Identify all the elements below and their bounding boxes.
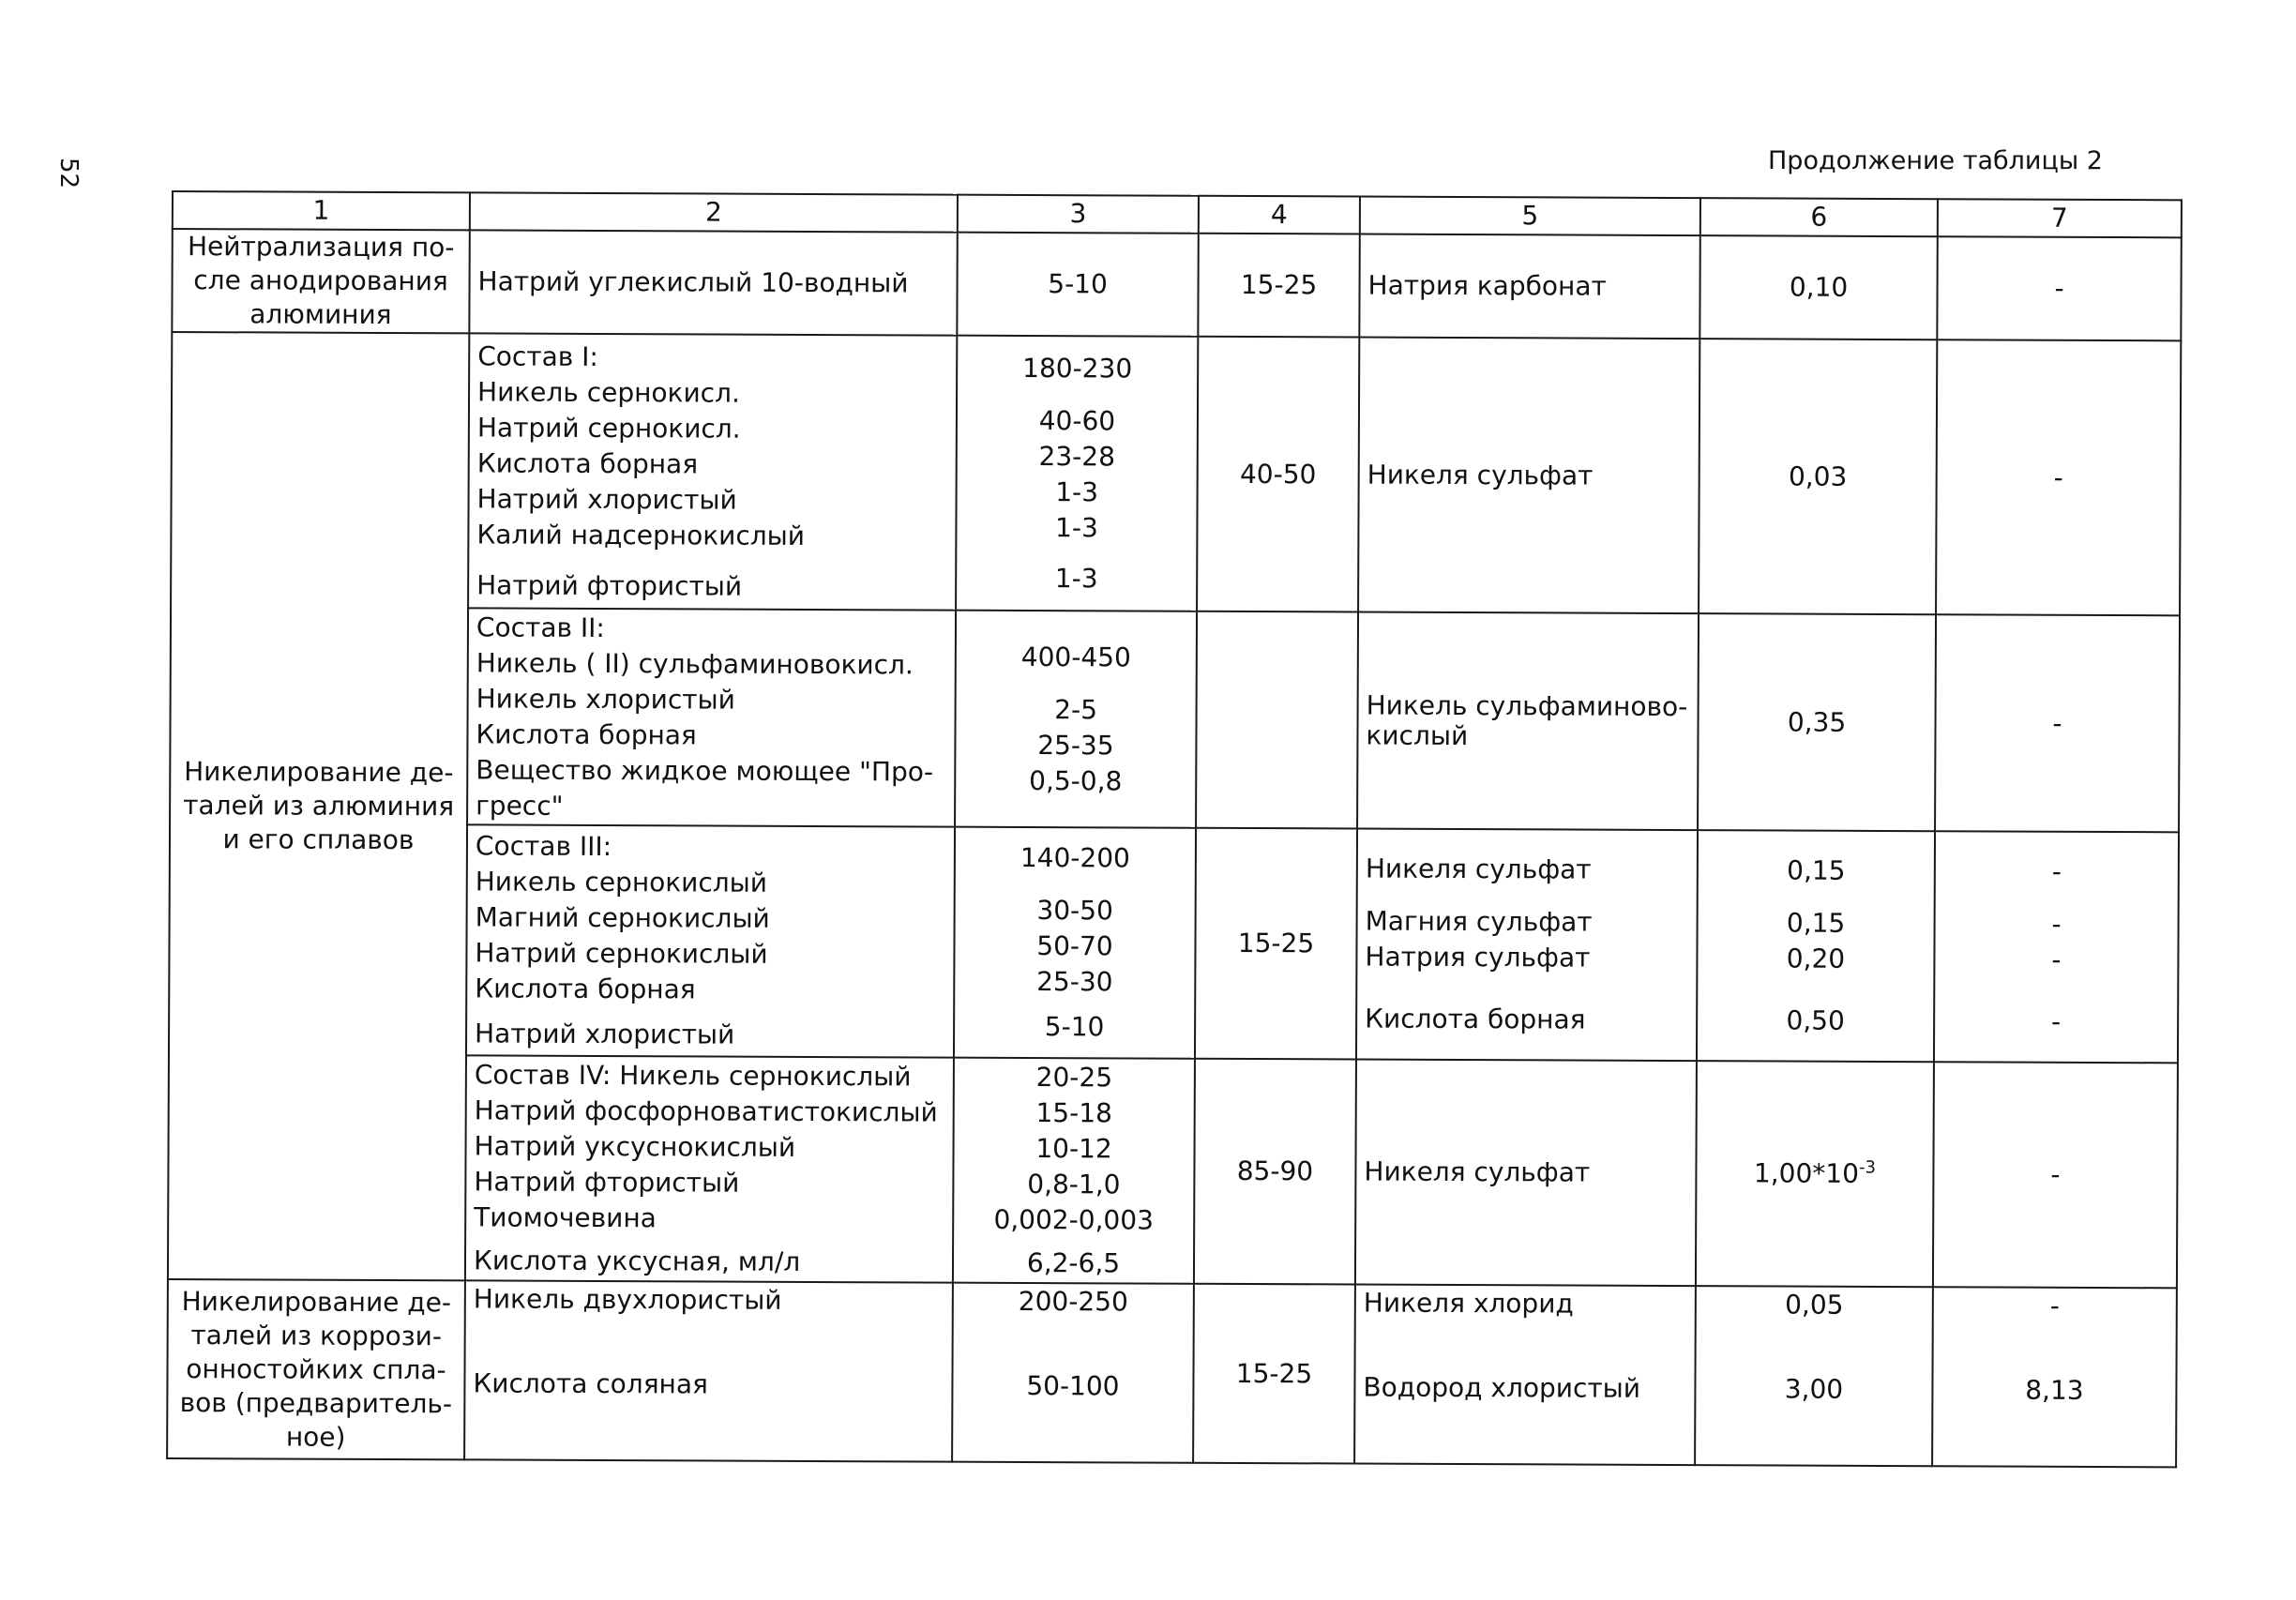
- substance-line: Магния сульфат: [1365, 905, 1593, 938]
- component-line: Натрий сернокисл.: [476, 412, 741, 445]
- concentration-value: 0,8-1,0: [1027, 1169, 1121, 1200]
- component-line: Натрий хлористый: [475, 1018, 735, 1050]
- value-line: -: [2051, 943, 2062, 975]
- value-cell: [1699, 340, 1937, 615]
- component-line: Кислота уксусная, мл/л: [473, 1245, 801, 1277]
- value-line: 0,20: [1786, 943, 1846, 974]
- value-cell: [1936, 340, 2181, 616]
- column-header: 5: [1360, 197, 1700, 236]
- component-line: Состав II:: [476, 611, 605, 643]
- component-line: Вещество жидкое моющее "Про-: [476, 754, 934, 788]
- column-header: 2: [470, 192, 958, 232]
- substance-line: Натрия сульфат: [1365, 941, 1591, 974]
- process-name-line: сле анодирования: [193, 264, 448, 297]
- substance-cell: [1358, 338, 1699, 613]
- component-line: Натрий фтористый: [476, 569, 743, 602]
- component-line: Никель двухлористый: [473, 1283, 782, 1317]
- value-exponent: -3: [1858, 1157, 1876, 1178]
- component-line: Кислота борная: [476, 447, 699, 480]
- process-name-cell: [172, 229, 469, 334]
- concentration-value: 140-200: [1020, 841, 1130, 874]
- value-line: -: [2051, 908, 2062, 940]
- value-line: 0,05: [1785, 1289, 1844, 1321]
- substance-line: Водород хлористый: [1363, 1371, 1641, 1405]
- value-cell: [1934, 831, 2179, 1063]
- value-line: 3,00: [1784, 1373, 1844, 1406]
- concentration-value: 25-35: [1037, 729, 1114, 761]
- concentration-value: 23-28: [1038, 440, 1116, 473]
- concentration-cell: [953, 1057, 1195, 1284]
- component-line: гресс": [476, 790, 564, 822]
- page-number: 52: [54, 158, 83, 189]
- column-header: 3: [958, 195, 1199, 234]
- component-line: Калий надсернокислый: [476, 519, 806, 551]
- substance-line: Натрия карбонат: [1367, 269, 1607, 302]
- process-name-line: ное): [285, 1421, 346, 1453]
- component-line: Натрий уксуснокислый: [474, 1130, 796, 1163]
- value-line: 0,10: [1789, 271, 1849, 304]
- concentration-value: 1-3: [1055, 475, 1099, 508]
- substance-line: Никеля хлорид: [1363, 1287, 1574, 1320]
- concentration-value: 50-70: [1036, 929, 1113, 962]
- component-line: Магний сернокислый: [475, 901, 770, 934]
- process-name-cell: [168, 332, 469, 1280]
- table-caption: Продолжение таблицы 2: [1768, 146, 2103, 175]
- concentration-cell: [955, 611, 1197, 828]
- component-line: Состав I:: [477, 340, 598, 372]
- table-row: [168, 1054, 2178, 1289]
- component-line: Натрий сернокислый: [475, 937, 768, 970]
- value-cell: [1696, 1061, 1934, 1288]
- data-table: [166, 190, 2183, 1468]
- column-header: 1: [173, 191, 470, 230]
- component-line: Никель ( II) сульфаминовокисл.: [476, 647, 914, 681]
- value-line: -: [2054, 273, 2064, 305]
- concentration-value: 15-18: [1035, 1097, 1112, 1129]
- concentration-cell: [957, 233, 1198, 337]
- concentration-value: 0,5-0,8: [1029, 764, 1123, 797]
- temperature-cell: 85-90: [1194, 1058, 1356, 1284]
- value-cell: [1697, 830, 1935, 1062]
- table-row: [172, 229, 2181, 341]
- component-line: Натрий хлористый: [476, 483, 737, 516]
- component-line: Никель сернокисл.: [476, 376, 740, 409]
- component-line: Натрий фосфорноватистокислый: [474, 1094, 938, 1128]
- value-line: 0,35: [1787, 706, 1847, 738]
- component-cell: [468, 334, 957, 611]
- process-name-line: и его сплавов: [222, 823, 415, 856]
- component-cell: [467, 609, 956, 827]
- concentration-value: 50-100: [1026, 1370, 1120, 1402]
- value-line: -: [2049, 1291, 2060, 1322]
- component-cell: [469, 230, 957, 336]
- substance-cell: [1355, 1059, 1697, 1286]
- substance-line: кислый: [1366, 719, 1469, 751]
- substance-line: Кислота борная: [1365, 1003, 1586, 1035]
- temperature-cell: [1196, 611, 1358, 828]
- substance-line: Никель сульфаминово-: [1366, 689, 1688, 722]
- concentration-value: 10-12: [1035, 1133, 1112, 1165]
- concentration-value: 30-50: [1036, 894, 1113, 927]
- component-line: Тиомочевина: [474, 1201, 657, 1234]
- concentration-value: 400-450: [1020, 641, 1131, 673]
- value-line: -: [2050, 1158, 2061, 1190]
- value-line: 8,13: [2025, 1375, 2084, 1407]
- component-line: Кислота соляная: [473, 1367, 708, 1400]
- concentration-value: 5-10: [1048, 268, 1108, 300]
- value-line: 0,03: [1788, 460, 1848, 492]
- component-line: Кислота борная: [476, 718, 697, 751]
- substance-cell: [1356, 828, 1698, 1060]
- value-base: 1,00*10: [1753, 1157, 1860, 1189]
- column-header: 6: [1700, 198, 1938, 236]
- component-cell: [464, 1281, 953, 1462]
- concentration-value: 1-3: [1054, 562, 1098, 595]
- process-name-cell: [167, 1279, 465, 1459]
- process-name-line: Никелирование де-: [181, 1285, 452, 1318]
- concentration-value: 5-10: [1044, 1010, 1105, 1043]
- component-cell: [466, 824, 955, 1057]
- process-name-line: Нейтрализация по-: [187, 231, 455, 264]
- column-header: 4: [1199, 196, 1360, 234]
- component-line: Никель хлористый: [476, 683, 735, 716]
- temperature-cell: 15-25: [1193, 1284, 1355, 1463]
- temperature-cell: 15-25: [1198, 234, 1359, 338]
- table-row: [169, 823, 2179, 1063]
- temperature-cell: 40-50: [1197, 337, 1359, 612]
- value-cell: [1932, 1288, 2177, 1468]
- concentration-cell: [952, 1283, 1194, 1463]
- concentration-value: 200-250: [1018, 1286, 1128, 1318]
- component-line: Натрий углекислый 10-водный: [477, 265, 909, 299]
- substance-line: Никеля сульфат: [1365, 853, 1592, 885]
- value-cell: [1935, 614, 2180, 832]
- component-line: Кислота борная: [475, 973, 696, 1005]
- concentration-cell: [954, 827, 1196, 1059]
- concentration-value: 2-5: [1054, 693, 1098, 725]
- process-name-line: талей из коррози-: [190, 1319, 443, 1351]
- temperature-cell: 15-25: [1195, 828, 1357, 1059]
- value-line: -: [2051, 855, 2062, 887]
- value-line: -: [2052, 707, 2062, 739]
- component-line: Натрий фтористый: [474, 1166, 740, 1199]
- concentration-cell: [956, 336, 1198, 611]
- value-line: 0,15: [1786, 907, 1846, 939]
- value-cell: [1699, 235, 1937, 340]
- line-spacer: [964, 546, 1188, 562]
- substance-line: Никеля сульфат: [1367, 459, 1594, 491]
- column-header: 7: [1938, 199, 2182, 237]
- value-line: -: [2051, 1005, 2062, 1037]
- value-cell: [1937, 236, 2181, 340]
- process-name-line: вов (предваритель-: [179, 1386, 453, 1420]
- component-line: Состав III:: [475, 830, 612, 862]
- concentration-value: 6,2-6,5: [1026, 1247, 1121, 1279]
- substance-cell: [1359, 234, 1699, 340]
- value-cell: [1698, 613, 1936, 831]
- component-line: Состав IV: Никель сернокислый: [474, 1059, 912, 1093]
- value-line: 0,15: [1787, 854, 1846, 886]
- concentration-value: 20-25: [1035, 1062, 1113, 1094]
- table-sheet: [166, 190, 2181, 1468]
- value-cell: [1933, 1062, 2178, 1289]
- value-line: 0,50: [1786, 1004, 1845, 1036]
- table-row: [170, 607, 2180, 832]
- concentration-value: 1-3: [1054, 511, 1098, 544]
- component-cell: [465, 1055, 954, 1283]
- component-line: Никель сернокислый: [475, 866, 768, 898]
- substance-cell: [1354, 1285, 1696, 1465]
- table-row: [167, 1279, 2177, 1467]
- process-name-line: Никелирование де-: [184, 756, 454, 789]
- concentration-value: 40-60: [1038, 404, 1116, 437]
- substance-cell: [1357, 612, 1699, 830]
- value-line: -: [2053, 461, 2063, 493]
- process-name-line: талей из алюминия: [183, 790, 455, 823]
- process-name-line: алюминия: [249, 298, 392, 331]
- process-name-line: онностойких спла-: [186, 1352, 446, 1385]
- concentration-value: 25-30: [1036, 965, 1113, 998]
- value-cell: [1695, 1286, 1933, 1466]
- concentration-value: 0,002-0,003: [993, 1203, 1154, 1236]
- table-row: [171, 332, 2181, 615]
- substance-line: Никеля сульфат: [1364, 1155, 1591, 1188]
- value-line: [1704, 1155, 1925, 1192]
- concentration-value: 180-230: [1022, 352, 1133, 385]
